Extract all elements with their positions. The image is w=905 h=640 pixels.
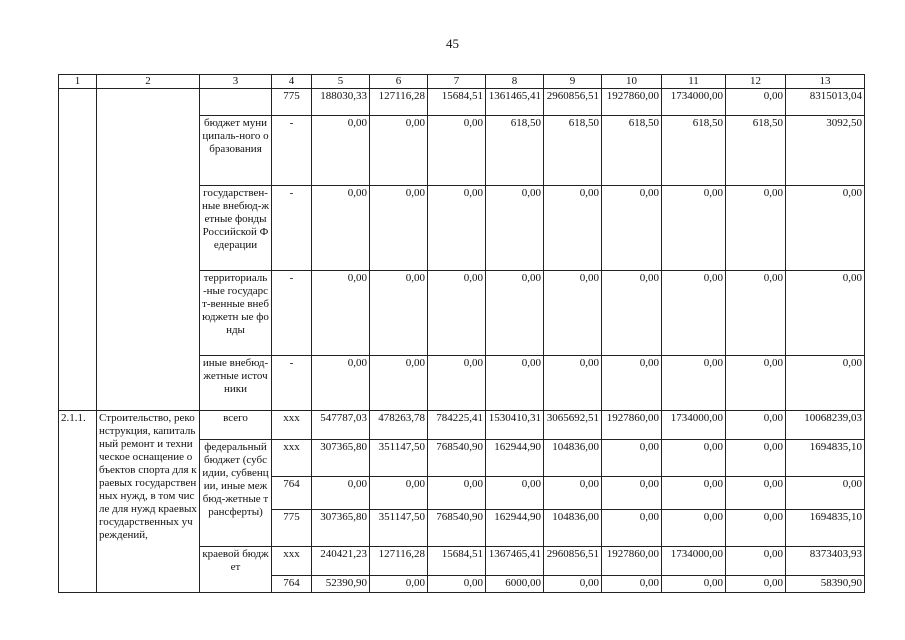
value-cell: 784225,41 xyxy=(428,411,486,440)
value-cell: 0,00 xyxy=(786,356,865,411)
column-header: 11 xyxy=(662,75,726,89)
value-cell: 0,00 xyxy=(602,510,662,547)
value-cell: 1734000,00 xyxy=(662,547,726,576)
value-cell: 104836,00 xyxy=(544,510,602,547)
value-cell: 0,00 xyxy=(662,356,726,411)
value-cell: 0,00 xyxy=(726,477,786,510)
value-cell: 0,00 xyxy=(370,477,428,510)
value-cell: 0,00 xyxy=(662,440,726,477)
value-cell: 240421,23 xyxy=(312,547,370,576)
value-cell: 0,00 xyxy=(662,477,726,510)
value-cell: 3092,50 xyxy=(786,116,865,186)
value-cell: 0,00 xyxy=(602,477,662,510)
column-header: 7 xyxy=(428,75,486,89)
value-cell: 618,50 xyxy=(486,116,544,186)
value-cell: 0,00 xyxy=(428,356,486,411)
value-cell: 0,00 xyxy=(428,186,486,271)
value-cell: 0,00 xyxy=(786,271,865,356)
value-cell: 0,00 xyxy=(428,116,486,186)
description-cell xyxy=(97,89,200,411)
value-cell: 0,00 xyxy=(312,271,370,356)
code-cell: ххх xyxy=(272,440,312,477)
value-cell: 0,00 xyxy=(726,440,786,477)
code-cell: 764 xyxy=(272,477,312,510)
value-cell: 0,00 xyxy=(662,576,726,593)
value-cell: 0,00 xyxy=(312,356,370,411)
value-cell: 0,00 xyxy=(312,116,370,186)
row-number-cell: 2.1.1. xyxy=(59,411,97,593)
value-cell: 0,00 xyxy=(726,510,786,547)
value-cell: 15684,51 xyxy=(428,89,486,116)
description-cell: Строительство, реконструкция, капитальный ремонт и техническое оснащение объектов спорта для краевых государственных нужд, в том числе для нужд краевых государственных учреждений, xyxy=(97,411,200,593)
value-cell: 0,00 xyxy=(370,356,428,411)
value-cell: 0,00 xyxy=(428,477,486,510)
value-cell: 0,00 xyxy=(602,576,662,593)
value-cell: 0,00 xyxy=(312,477,370,510)
value-cell: 0,00 xyxy=(602,356,662,411)
value-cell: 0,00 xyxy=(726,411,786,440)
value-cell: 127116,28 xyxy=(370,547,428,576)
code-cell: ххх xyxy=(272,547,312,576)
value-cell: 0,00 xyxy=(602,271,662,356)
value-cell: 0,00 xyxy=(726,547,786,576)
code-cell: 775 xyxy=(272,510,312,547)
value-cell: 307365,80 xyxy=(312,440,370,477)
value-cell: 547787,03 xyxy=(312,411,370,440)
code-cell: - xyxy=(272,186,312,271)
value-cell: 0,00 xyxy=(544,576,602,593)
value-cell: 52390,90 xyxy=(312,576,370,593)
funding-source-cell: бюджет муниципаль-ного образования xyxy=(200,116,272,186)
value-cell: 351147,50 xyxy=(370,440,428,477)
code-cell: 764 xyxy=(272,576,312,593)
value-cell: 618,50 xyxy=(662,116,726,186)
funding-source-cell: краевой бюджет xyxy=(200,547,272,593)
value-cell: 3065692,51 xyxy=(544,411,602,440)
value-cell: 478263,78 xyxy=(370,411,428,440)
value-cell: 0,00 xyxy=(370,116,428,186)
value-cell: 0,00 xyxy=(370,576,428,593)
value-cell: 0,00 xyxy=(726,186,786,271)
value-cell: 0,00 xyxy=(726,356,786,411)
value-cell: 1361465,41 xyxy=(486,89,544,116)
funding-source-cell: иные внебюд-жетные источники xyxy=(200,356,272,411)
value-cell: 2960856,51 xyxy=(544,89,602,116)
column-header: 4 xyxy=(272,75,312,89)
table-row xyxy=(59,89,865,116)
value-cell: 0,00 xyxy=(786,477,865,510)
column-header: 5 xyxy=(312,75,370,89)
code-cell: 775 xyxy=(272,89,312,116)
column-header: 1 xyxy=(59,75,97,89)
value-cell: 0,00 xyxy=(486,186,544,271)
value-cell: 0,00 xyxy=(662,186,726,271)
value-cell: 0,00 xyxy=(428,271,486,356)
value-cell: 0,00 xyxy=(786,186,865,271)
column-header: 9 xyxy=(544,75,602,89)
value-cell: 8373403,93 xyxy=(786,547,865,576)
value-cell: 0,00 xyxy=(726,576,786,593)
value-cell: 15684,51 xyxy=(428,547,486,576)
code-cell: - xyxy=(272,356,312,411)
value-cell: 104836,00 xyxy=(544,440,602,477)
value-cell: 0,00 xyxy=(428,576,486,593)
funding-source-cell: территориаль-ные государст-венные внебюджетн ые фонды xyxy=(200,271,272,356)
column-header: 12 xyxy=(726,75,786,89)
value-cell: 8315013,04 xyxy=(786,89,865,116)
value-cell: 1734000,00 xyxy=(662,411,726,440)
value-cell: 1367465,41 xyxy=(486,547,544,576)
value-cell: 1530410,31 xyxy=(486,411,544,440)
value-cell: 0,00 xyxy=(544,271,602,356)
funding-source-cell xyxy=(200,89,272,116)
value-cell: 0,00 xyxy=(312,186,370,271)
value-cell: 0,00 xyxy=(726,89,786,116)
value-cell: 6000,00 xyxy=(486,576,544,593)
value-cell: 0,00 xyxy=(662,510,726,547)
value-cell: 0,00 xyxy=(602,440,662,477)
column-header: 6 xyxy=(370,75,428,89)
value-cell: 307365,80 xyxy=(312,510,370,547)
value-cell: 1927860,00 xyxy=(602,411,662,440)
value-cell: 0,00 xyxy=(370,186,428,271)
value-cell: 1734000,00 xyxy=(662,89,726,116)
funding-source-cell: всего xyxy=(200,411,272,440)
code-cell: - xyxy=(272,271,312,356)
value-cell: 0,00 xyxy=(726,271,786,356)
value-cell: 618,50 xyxy=(726,116,786,186)
row-number-cell xyxy=(59,89,97,411)
value-cell: 2960856,51 xyxy=(544,547,602,576)
funding-source-cell: федеральный бюджет (субсидии, субвенции, иные межбюд-жетные трансферты) xyxy=(200,440,272,547)
value-cell: 162944,90 xyxy=(486,440,544,477)
value-cell: 0,00 xyxy=(486,477,544,510)
value-cell: 0,00 xyxy=(544,356,602,411)
table-row xyxy=(59,411,865,440)
value-cell: 768540,90 xyxy=(428,440,486,477)
value-cell: 10068239,03 xyxy=(786,411,865,440)
column-header: 2 xyxy=(97,75,200,89)
value-cell: 1927860,00 xyxy=(602,547,662,576)
value-cell: 162944,90 xyxy=(486,510,544,547)
header-row xyxy=(59,75,865,89)
column-header: 3 xyxy=(200,75,272,89)
value-cell: 0,00 xyxy=(370,271,428,356)
value-cell: 0,00 xyxy=(602,186,662,271)
column-header: 13 xyxy=(786,75,865,89)
value-cell: 351147,50 xyxy=(370,510,428,547)
value-cell: 0,00 xyxy=(544,186,602,271)
value-cell: 0,00 xyxy=(486,271,544,356)
value-cell: 1694835,10 xyxy=(786,510,865,547)
code-cell: ххх xyxy=(272,411,312,440)
value-cell: 127116,28 xyxy=(370,89,428,116)
value-cell: 58390,90 xyxy=(786,576,865,593)
column-header: 8 xyxy=(486,75,544,89)
value-cell: 618,50 xyxy=(544,116,602,186)
page-number: 45 xyxy=(446,36,459,51)
funding-source-cell: государствен-ные внебюд-жетные фонды Российской Федерации xyxy=(200,186,272,271)
value-cell: 618,50 xyxy=(602,116,662,186)
value-cell: 0,00 xyxy=(662,271,726,356)
value-cell: 188030,33 xyxy=(312,89,370,116)
budget-table xyxy=(58,74,865,593)
value-cell: 1927860,00 xyxy=(602,89,662,116)
column-header: 10 xyxy=(602,75,662,89)
value-cell: 0,00 xyxy=(486,356,544,411)
code-cell: - xyxy=(272,116,312,186)
value-cell: 1694835,10 xyxy=(786,440,865,477)
value-cell: 0,00 xyxy=(544,477,602,510)
value-cell: 768540,90 xyxy=(428,510,486,547)
